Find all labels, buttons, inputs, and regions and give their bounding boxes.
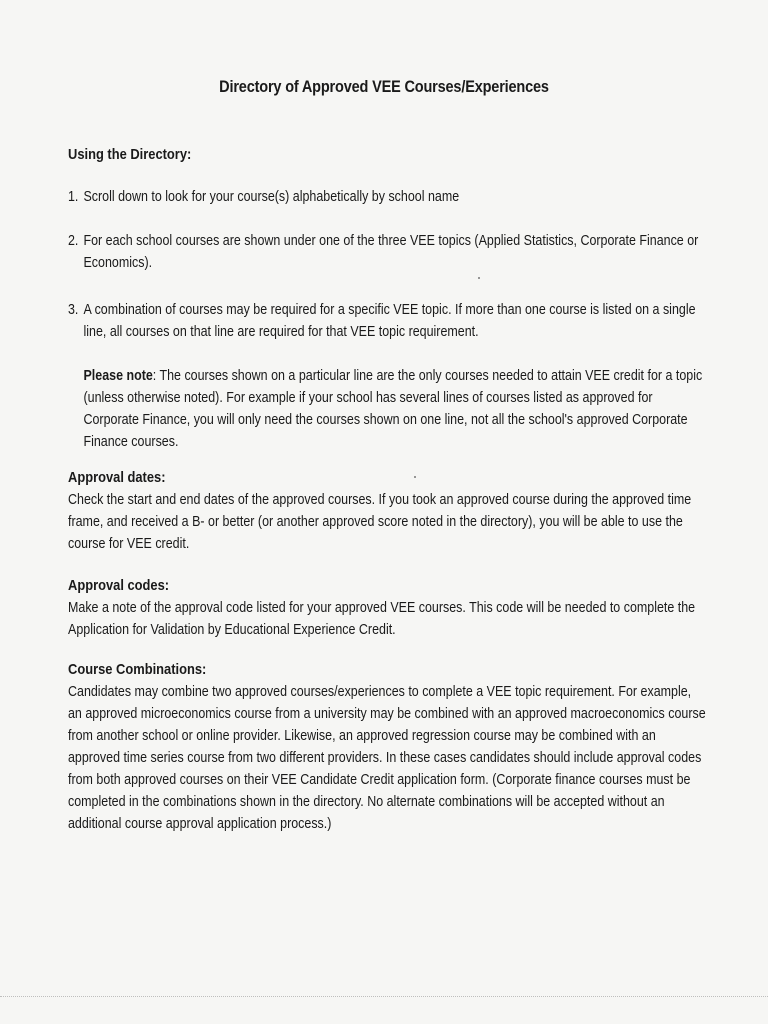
scan-artifact-line	[0, 996, 768, 997]
scan-speck	[478, 277, 480, 279]
approval-codes-heading: Approval codes:	[68, 577, 170, 594]
please-note-paragraph	[68, 365, 706, 453]
approval-dates-text: Check the start and end dates of the approved courses. If you took an approved course during the approved time frame, and received a B- or better (or another approved score noted in the directory), you will be able to use the course for VEE credit.	[68, 492, 692, 552]
course-combinations-text: Candidates may combine two approved courses/experiences to complete a VEE topic requirement. For example, an approved microeconomics course from a university may be combined with an approved macroeconomics course from another school or online provider. Likewise, an approved regression course may be combined with an approved time series course from two different providers. In these cases candidates should include approval codes from both approved courses on their VEE Candidate Credit application form. (Corporate finance courses must be completed in the combinations shown in the directory. No alternate combinations will be accepted without an additional course approval application process.)	[68, 684, 706, 832]
list-text: For each school courses are shown under one of the three VEE topics (Applied Statistics, Corporate Finance or Economics).	[83, 233, 699, 271]
list-number: 1.	[68, 189, 79, 205]
approval-dates-heading: Approval dates:	[68, 469, 166, 486]
using-directory-heading: Using the Directory:	[68, 146, 192, 163]
list-text: Scroll down to look for your course(s) alphabetically by school name	[83, 189, 460, 205]
list-item	[68, 186, 706, 208]
instructions-list	[68, 186, 706, 343]
course-combinations-heading: Course Combinations:	[68, 661, 207, 678]
list-item	[68, 230, 706, 274]
list-number: 2.	[68, 233, 79, 249]
list-item	[68, 299, 706, 343]
page-title: Directory of Approved VEE Courses/Experiences	[219, 78, 549, 96]
please-note-text: : The courses shown on a particular line are the only courses needed to attain VEE credit for a topic (unless otherwise noted). For example if your school has several lines of courses listed as approved for Corporate Finance, you will only need the courses shown on one line, not all the school's approved Corporate Finance courses.	[83, 368, 703, 450]
list-number: 3.	[68, 302, 79, 318]
scan-speck	[414, 476, 416, 478]
document-body	[68, 144, 708, 835]
please-note-label: Please note	[83, 368, 153, 384]
list-text: A combination of courses may be required for a specific VEE topic. If more than one course is listed on a single line, all courses on that line are required for that VEE topic requirement.	[83, 302, 696, 340]
approval-codes-text: Make a note of the approval code listed for your approved VEE courses. This code will be needed to complete the Application for Validation by Educational Experience Credit.	[68, 600, 696, 638]
